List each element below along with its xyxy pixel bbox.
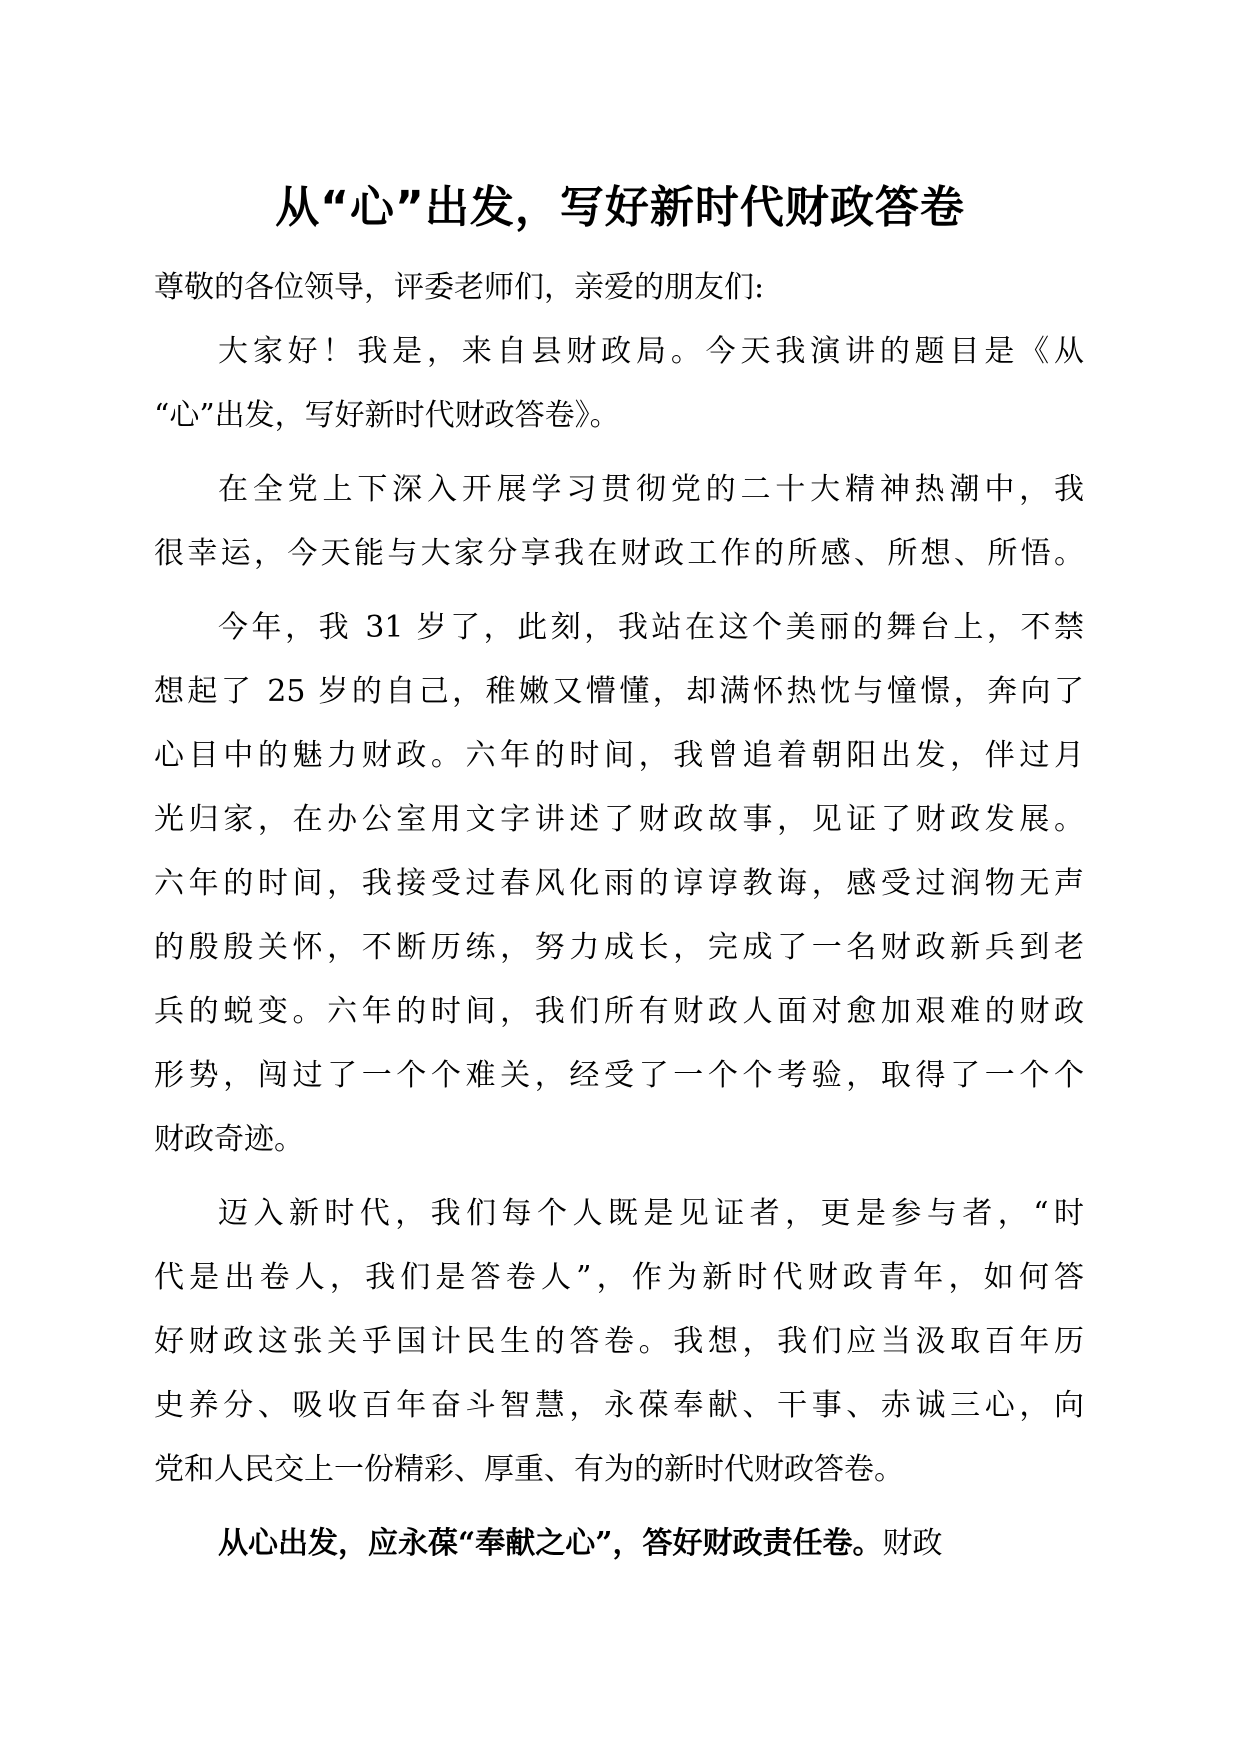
text-line: 心目中的魅力财政。六年的时间，我曾追着朝阳出发，伴过月 [154,738,1084,773]
text-line: 在全党上下深入开展学习贯彻党的二十大精神热潮中，我 [218,472,1084,507]
document-body [154,256,1084,1576]
paragraph-experience [154,596,1084,1172]
text-line: 大家好！我是，来自县财政局。今天我演讲的题目是《从 [218,334,1084,369]
document-title: 从“心”出发，写好新时代财政答卷 [275,182,965,233]
text-line: 代是出卷人，我们是答卷人”，作为新时代财政青年，如何答 [154,1260,1084,1295]
paragraph-new-era [154,1182,1084,1502]
text-line: 党和人民交上一份精彩、厚重、有为的新时代财政答卷。 [154,1452,904,1487]
text-line: 兵的蜕变。六年的时间，我们所有财政人面对愈加艰难的财政 [154,994,1084,1029]
paragraph-greeting [154,320,1084,448]
text-line: 迈入新时代，我们每个人既是见证者，更是参与者，“时 [218,1196,1084,1231]
text-line: 很幸运，今天能与大家分享我在财政工作的所感、所想、所悟。 [154,536,1084,571]
paragraph-intro [154,458,1084,586]
text-line: 形势，闯过了一个个难关，经受了一个个考验，取得了一个个 [154,1058,1084,1093]
paragraph-section-heading [154,1512,1084,1576]
text-line: 好财政这张关乎国计民生的答卷。我想，我们应当汲取百年历 [154,1324,1084,1359]
text-line [154,1512,1084,1576]
salutation: 尊敬的各位领导，评委老师们，亲爱的朋友们: [154,270,765,305]
text-line: 想起了 25 岁的自己，稚嫩又懵懂，却满怀热忱与憧憬，奔向了 [154,674,1084,709]
text-line: 的殷殷关怀，不断历练，努力成长，完成了一名财政新兵到老 [154,930,1084,965]
text-line: 今年，我 31 岁了，此刻，我站在这个美丽的舞台上，不禁 [218,610,1084,645]
section-heading-bold: 从心出发，应永葆“奉献之心”，答好财政责任卷。 [218,1526,883,1561]
text-line: 六年的时间，我接受过春风化雨的谆谆教诲，感受过润物无声 [154,866,1084,901]
text-line: “心”出发，写好新时代财政答卷》。 [154,398,620,433]
section-heading-continuation: 财政 [882,1526,943,1561]
text-line: 财政奇迹。 [154,1122,304,1157]
text-line: 光归家，在办公室用文字讲述了财政故事，见证了财政发展。 [154,802,1084,837]
text-line: 史养分、吸收百年奋斗智慧，永葆奉献、干事、赤诚三心，向 [154,1388,1084,1423]
